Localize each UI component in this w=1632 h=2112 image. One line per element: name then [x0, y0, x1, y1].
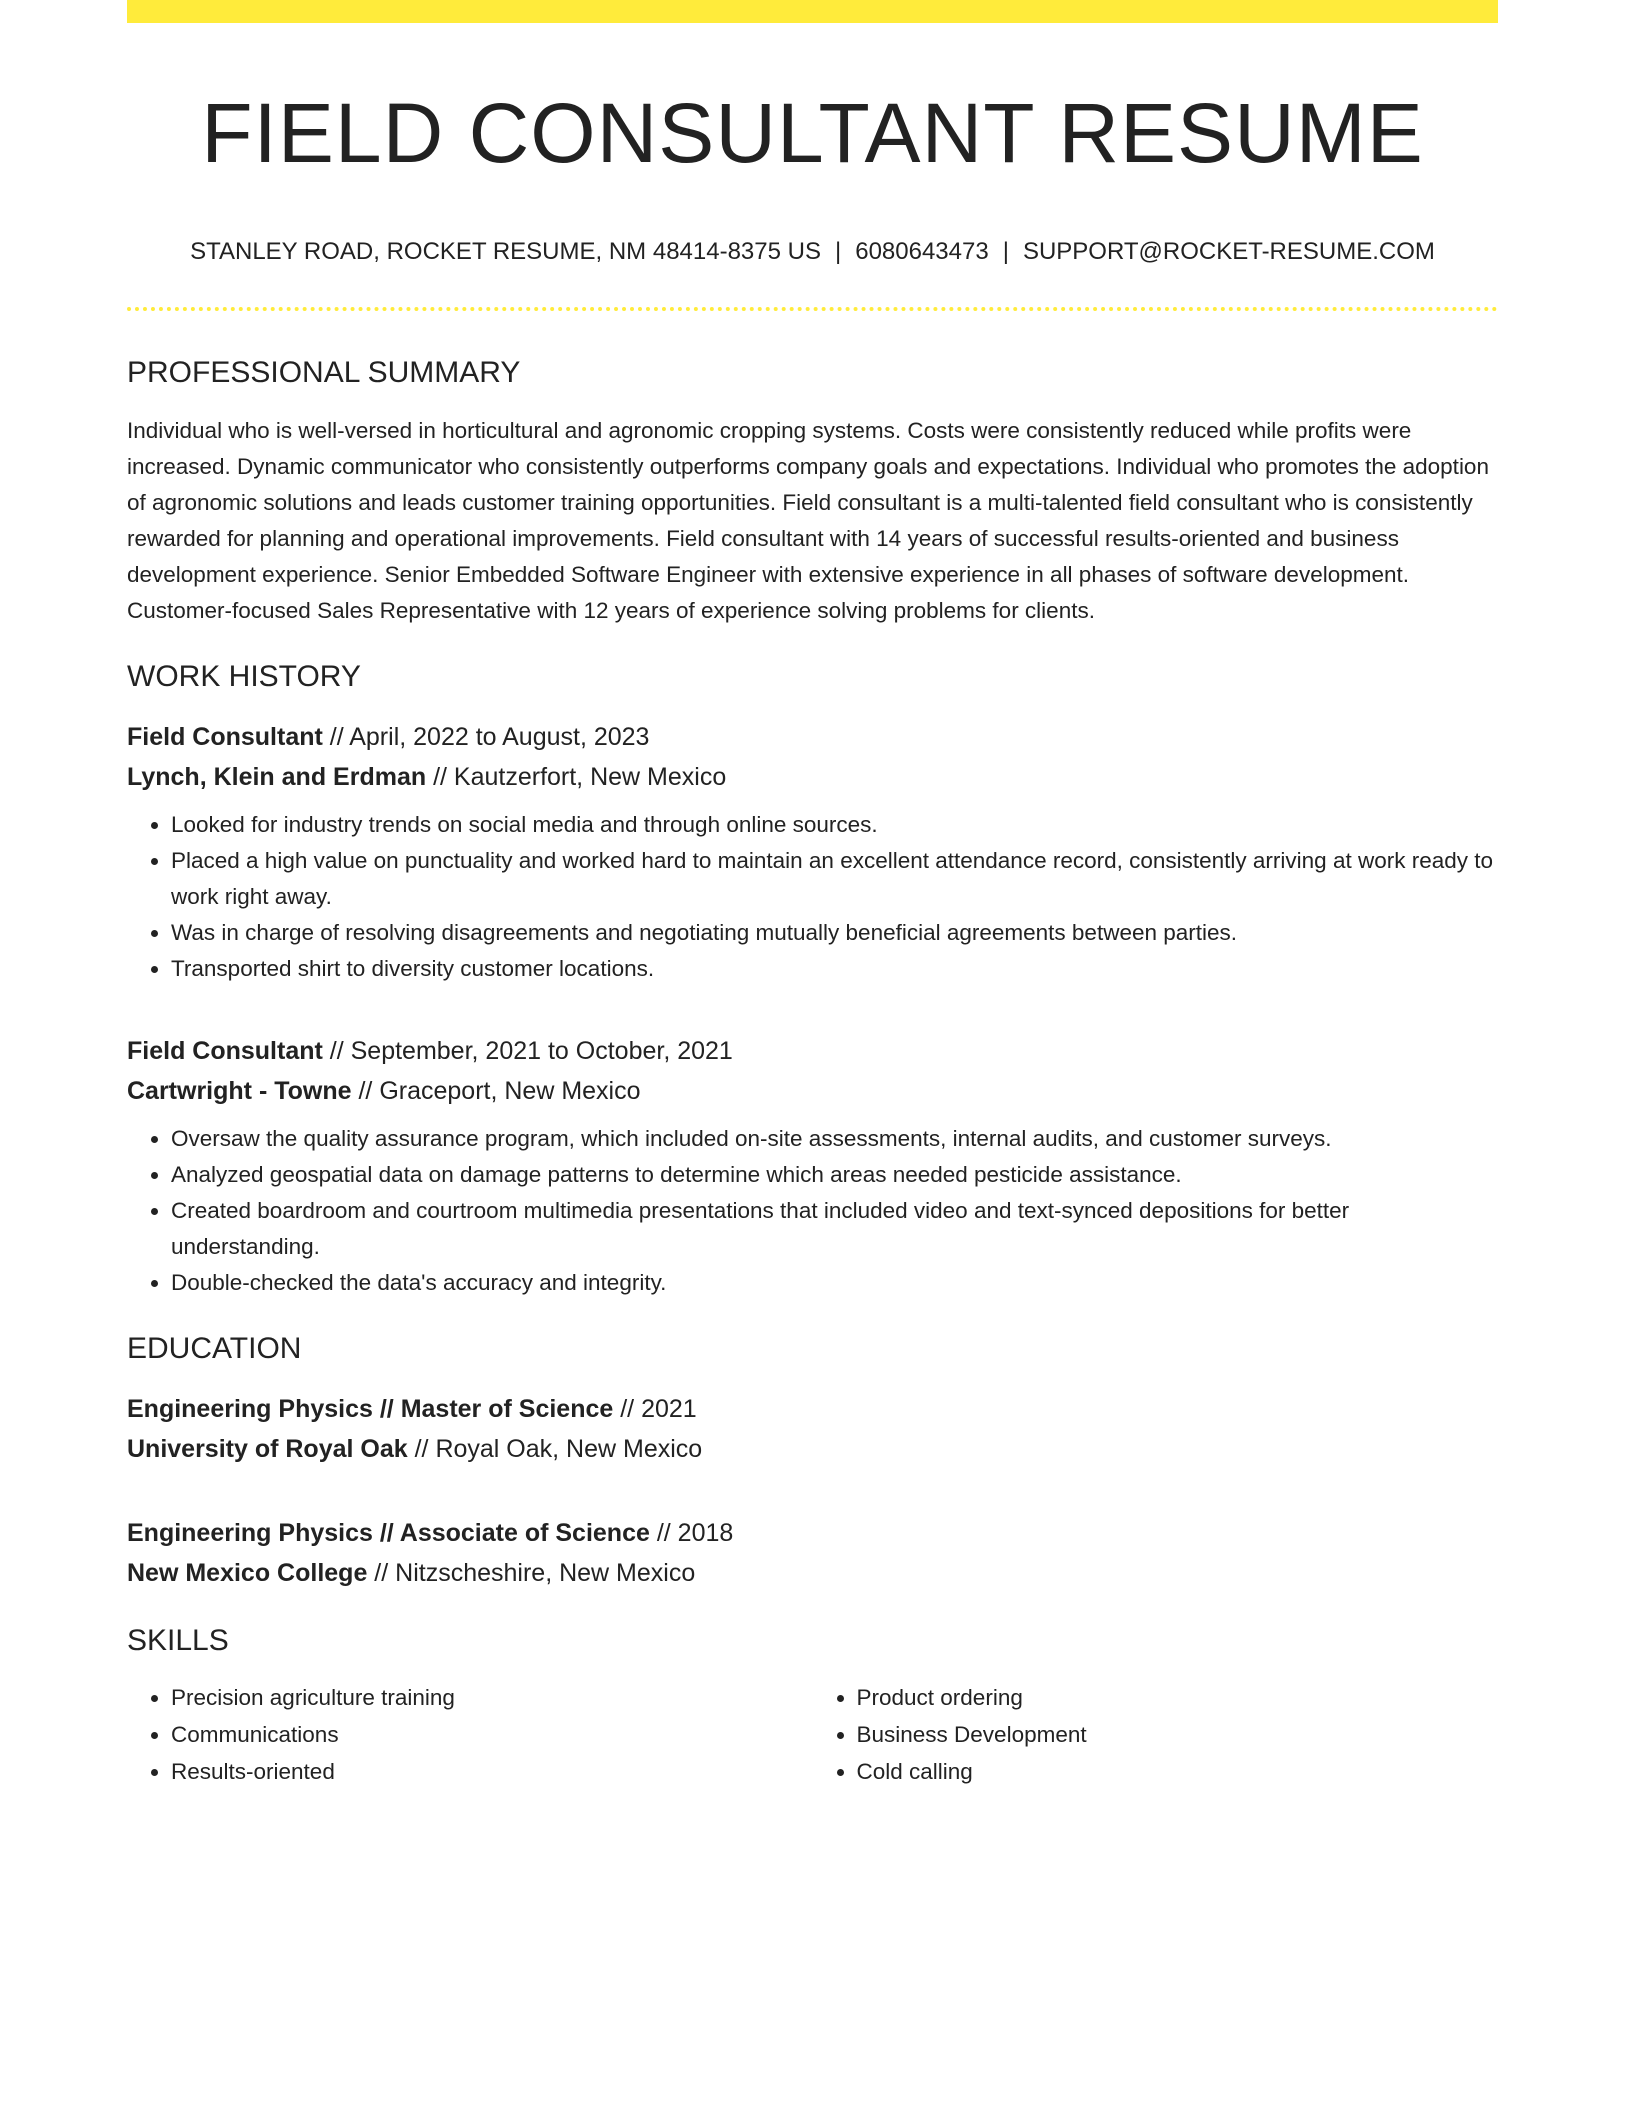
- skill-item: • Product ordering: [857, 1679, 1499, 1716]
- contact-separator: |: [1002, 237, 1009, 265]
- summary-heading: PROFESSIONAL SUMMARY: [127, 355, 521, 389]
- work-history-heading: WORK HISTORY: [127, 659, 361, 693]
- job-company: Cartwright - Towne: [127, 1076, 352, 1105]
- contact-phone: 6080643473: [855, 237, 989, 265]
- job-dates: // April, 2022 to August, 2023: [322, 722, 650, 751]
- skills-columns: [127, 1679, 1498, 1790]
- skill-item: • Communications: [171, 1716, 813, 1753]
- education-entry: [127, 1513, 1498, 1593]
- job-location: // Kautzerfort, New Mexico: [426, 762, 727, 791]
- job-bullet: • Was in charge of resolving disagreements and negotiating mutually beneficial agreements between parties.: [171, 915, 1498, 951]
- job-company: Lynch, Klein and Erdman: [127, 762, 427, 791]
- job-bullet: • Created boardroom and courtroom multimedia presentations that included video and text-synced depositions for better understanding.: [171, 1193, 1498, 1265]
- skills-list-right: [813, 1679, 1499, 1790]
- education-year: // 2021: [613, 1394, 697, 1423]
- top-accent-bar: [127, 0, 1498, 23]
- job-bullet: • Looked for industry trends on social media and through online sources.: [171, 807, 1498, 843]
- job-company-line: [127, 757, 1498, 797]
- skills-heading: SKILLS: [127, 1623, 229, 1657]
- education-school: University of Royal Oak: [127, 1434, 408, 1463]
- skill-item: • Cold calling: [857, 1753, 1499, 1790]
- job-role: Field Consultant: [127, 722, 323, 751]
- job-bullet: • Placed a high value on punctuality and worked hard to maintain an excellent attendance record, consistently arriving at work ready to work right away.: [171, 843, 1498, 915]
- education-school: New Mexico College: [127, 1558, 368, 1587]
- education-heading: EDUCATION: [127, 1331, 302, 1365]
- education-degree-line: [127, 1513, 1498, 1553]
- resume-page: [127, 0, 1498, 1790]
- job-bullet: • Transported shirt to diversity customer locations.: [171, 951, 1498, 987]
- job-company-line: [127, 1071, 1498, 1111]
- job-entry: [127, 1031, 1498, 1301]
- education-degree: Engineering Physics // Associate of Science: [127, 1518, 650, 1547]
- education-school-line: [127, 1429, 1498, 1469]
- summary-text: Individual who is well-versed in horticultural and agronomic cropping systems. Costs were consistently reduced while profits were increased. Dynamic communicator who consistently outperforms company goals and expectations. Individual who promotes the adoption of agronomic solutions and leads customer training opportunities. Field consultant is a multi-talented field consultant who is consistently rewarded for planning and operational improvements. Field consultant with 14 years of successful results-oriented and business development experience. Senior Embedded Software Engineer with extensive experience in all phases of software development. Customer-focused Sales Representative with 12 years of experience solving problems for clients.: [127, 417, 1489, 623]
- job-dates: // September, 2021 to October, 2021: [322, 1036, 733, 1065]
- contact-separator: |: [834, 237, 842, 265]
- job-entry: [127, 717, 1498, 987]
- dotted-divider: [127, 307, 1498, 311]
- resume-title: FIELD CONSULTANT RESUME: [201, 86, 1424, 180]
- job-bullets: [127, 1121, 1498, 1301]
- job-title-line: [127, 1031, 1498, 1071]
- job-bullet: • Oversaw the quality assurance program, which included on-site assessments, internal audits, and customer surveys.: [171, 1121, 1498, 1157]
- education-degree-line: [127, 1389, 1498, 1429]
- education-year: // 2018: [649, 1518, 734, 1547]
- contact-email: SUPPORT@ROCKET-RESUME.COM: [1022, 237, 1435, 265]
- contact-address: STANLEY ROAD, ROCKET RESUME, NM 48414-8375 US: [190, 237, 821, 265]
- education-degree: Engineering Physics // Master of Science: [127, 1394, 614, 1423]
- skill-item: • Business Development: [857, 1716, 1499, 1753]
- skills-list-left: [127, 1679, 813, 1790]
- education-entry: [127, 1389, 1498, 1469]
- job-location: // Graceport, New Mexico: [351, 1076, 641, 1105]
- skill-item: • Precision agriculture training: [171, 1679, 813, 1716]
- job-bullets: [127, 807, 1498, 987]
- contact-line: [127, 238, 1498, 267]
- education-school-line: [127, 1553, 1498, 1593]
- job-bullet: • Analyzed geospatial data on damage patterns to determine which areas needed pesticide assistance.: [171, 1157, 1498, 1193]
- education-location: // Royal Oak, New Mexico: [407, 1434, 703, 1463]
- job-role: Field Consultant: [127, 1036, 323, 1065]
- skill-item: • Results-oriented: [171, 1753, 813, 1790]
- job-bullet: • Double-checked the data's accuracy and integrity.: [171, 1265, 1498, 1301]
- education-location: // Nitzscheshire, New Mexico: [367, 1558, 696, 1587]
- job-title-line: [127, 717, 1498, 757]
